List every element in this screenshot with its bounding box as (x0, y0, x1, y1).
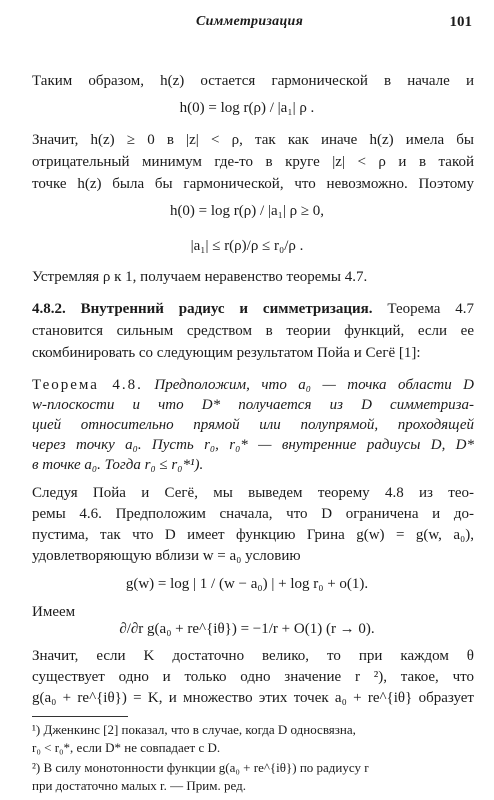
theorem-label: Теорема 4.8. (32, 377, 143, 393)
text-line: Устремляя ρ к 1, получаем неравенство теоремы 4.7. (32, 269, 368, 285)
text-line: пустима, так что D имеет функцию Грина g(w) = g(w, a₀), (32, 527, 474, 543)
page-number: 101 (449, 14, 472, 30)
text-line: скомбинировать со следующим результатом Пойа и Сегё [1]: (32, 345, 421, 361)
text-span: Теорема 4.7 (387, 301, 474, 317)
theorem-text: Предположим, что a₀ — точка области D (154, 377, 475, 393)
theorem-line (32, 376, 474, 395)
running-title: Симметризация (196, 14, 304, 29)
section-heading: 4.8.2. Внутренний радиус и симметризация. (32, 301, 373, 317)
text-line: точке h(z) была бы гармонической, что невозможно. Поэтому (32, 176, 474, 192)
text-line: Имеем (32, 604, 76, 620)
text-line: g(a₀ + re^{iθ}) = K, и множество этих точек a₀ + re^{iθ} образует (32, 690, 474, 706)
text-line: Таким образом, h(z) остается гармонической в начале и (32, 73, 474, 89)
text-line: ремы 4.6. Предположим сначала, что D ограничена и до- (32, 506, 474, 522)
theorem-line: цией относительно прямой или полупрямой, проходящей (32, 417, 474, 433)
formula-derivative: ∂/∂r g(a₀ + re^{iθ}) = −1/r + O(1) (r → 0). (119, 621, 375, 637)
theorem-line: w-плоскости и что D* получается из D симметриза- (32, 397, 474, 413)
text-line: Значит, если K достаточно велико, то при каждом θ (32, 648, 474, 664)
footnote-2: ²) В силу монотонности функции g(a₀ + re^{iθ}) по радиусу r (32, 760, 369, 775)
theorem-line: через точку a₀. Пусть r₀, r₀* — внутренние радиусы D, D* (32, 437, 474, 453)
formula-h0: h(0) = log r(ρ) / |a₁| ρ . (179, 100, 315, 116)
text-line: удовлетворяющую вблизи w = a₀ условию (32, 548, 301, 564)
text-line: Следуя Пойа и Сегё, мы выведем теорему 4.8 из тео- (32, 485, 474, 501)
formula-h0-inequality: h(0) = log r(ρ) / |a₁| ρ ≥ 0, (169, 203, 325, 219)
formula-a1-bound: |a₁| ≤ r(ρ)/ρ ≤ r₀/ρ . (190, 238, 304, 254)
text-line: Значит, h(z) ≥ 0 в |z| < ρ, так как иначе h(z) имела бы (32, 132, 474, 148)
text-line: отрицательный минимум где-то в круге |z| < ρ и в такой (32, 154, 474, 170)
text-line: существует одно и только одно значение r ²), такое, что (32, 669, 474, 685)
footnote-2-cont: при достаточно малых r. — Прим. ред. (32, 778, 246, 793)
footnote-1: ¹) Дженкинс [2] показал, что в случае, когда D односвязна, (32, 722, 356, 737)
section-line (32, 300, 474, 319)
footnote-rule (32, 716, 128, 717)
page-header (0, 14, 494, 40)
formula-green-function: g(w) = log | 1 / (w − a₀) | + log r₀ + o(1). (125, 576, 369, 592)
footnote-1-cont: r₀ < r₀*, если D* не совпадает с D. (32, 740, 221, 755)
text-line: становится сильным средством в теории функций, если ее (32, 323, 474, 339)
theorem-line: в точке a₀. Тогда r₀ ≤ r₀*¹). (32, 457, 204, 473)
